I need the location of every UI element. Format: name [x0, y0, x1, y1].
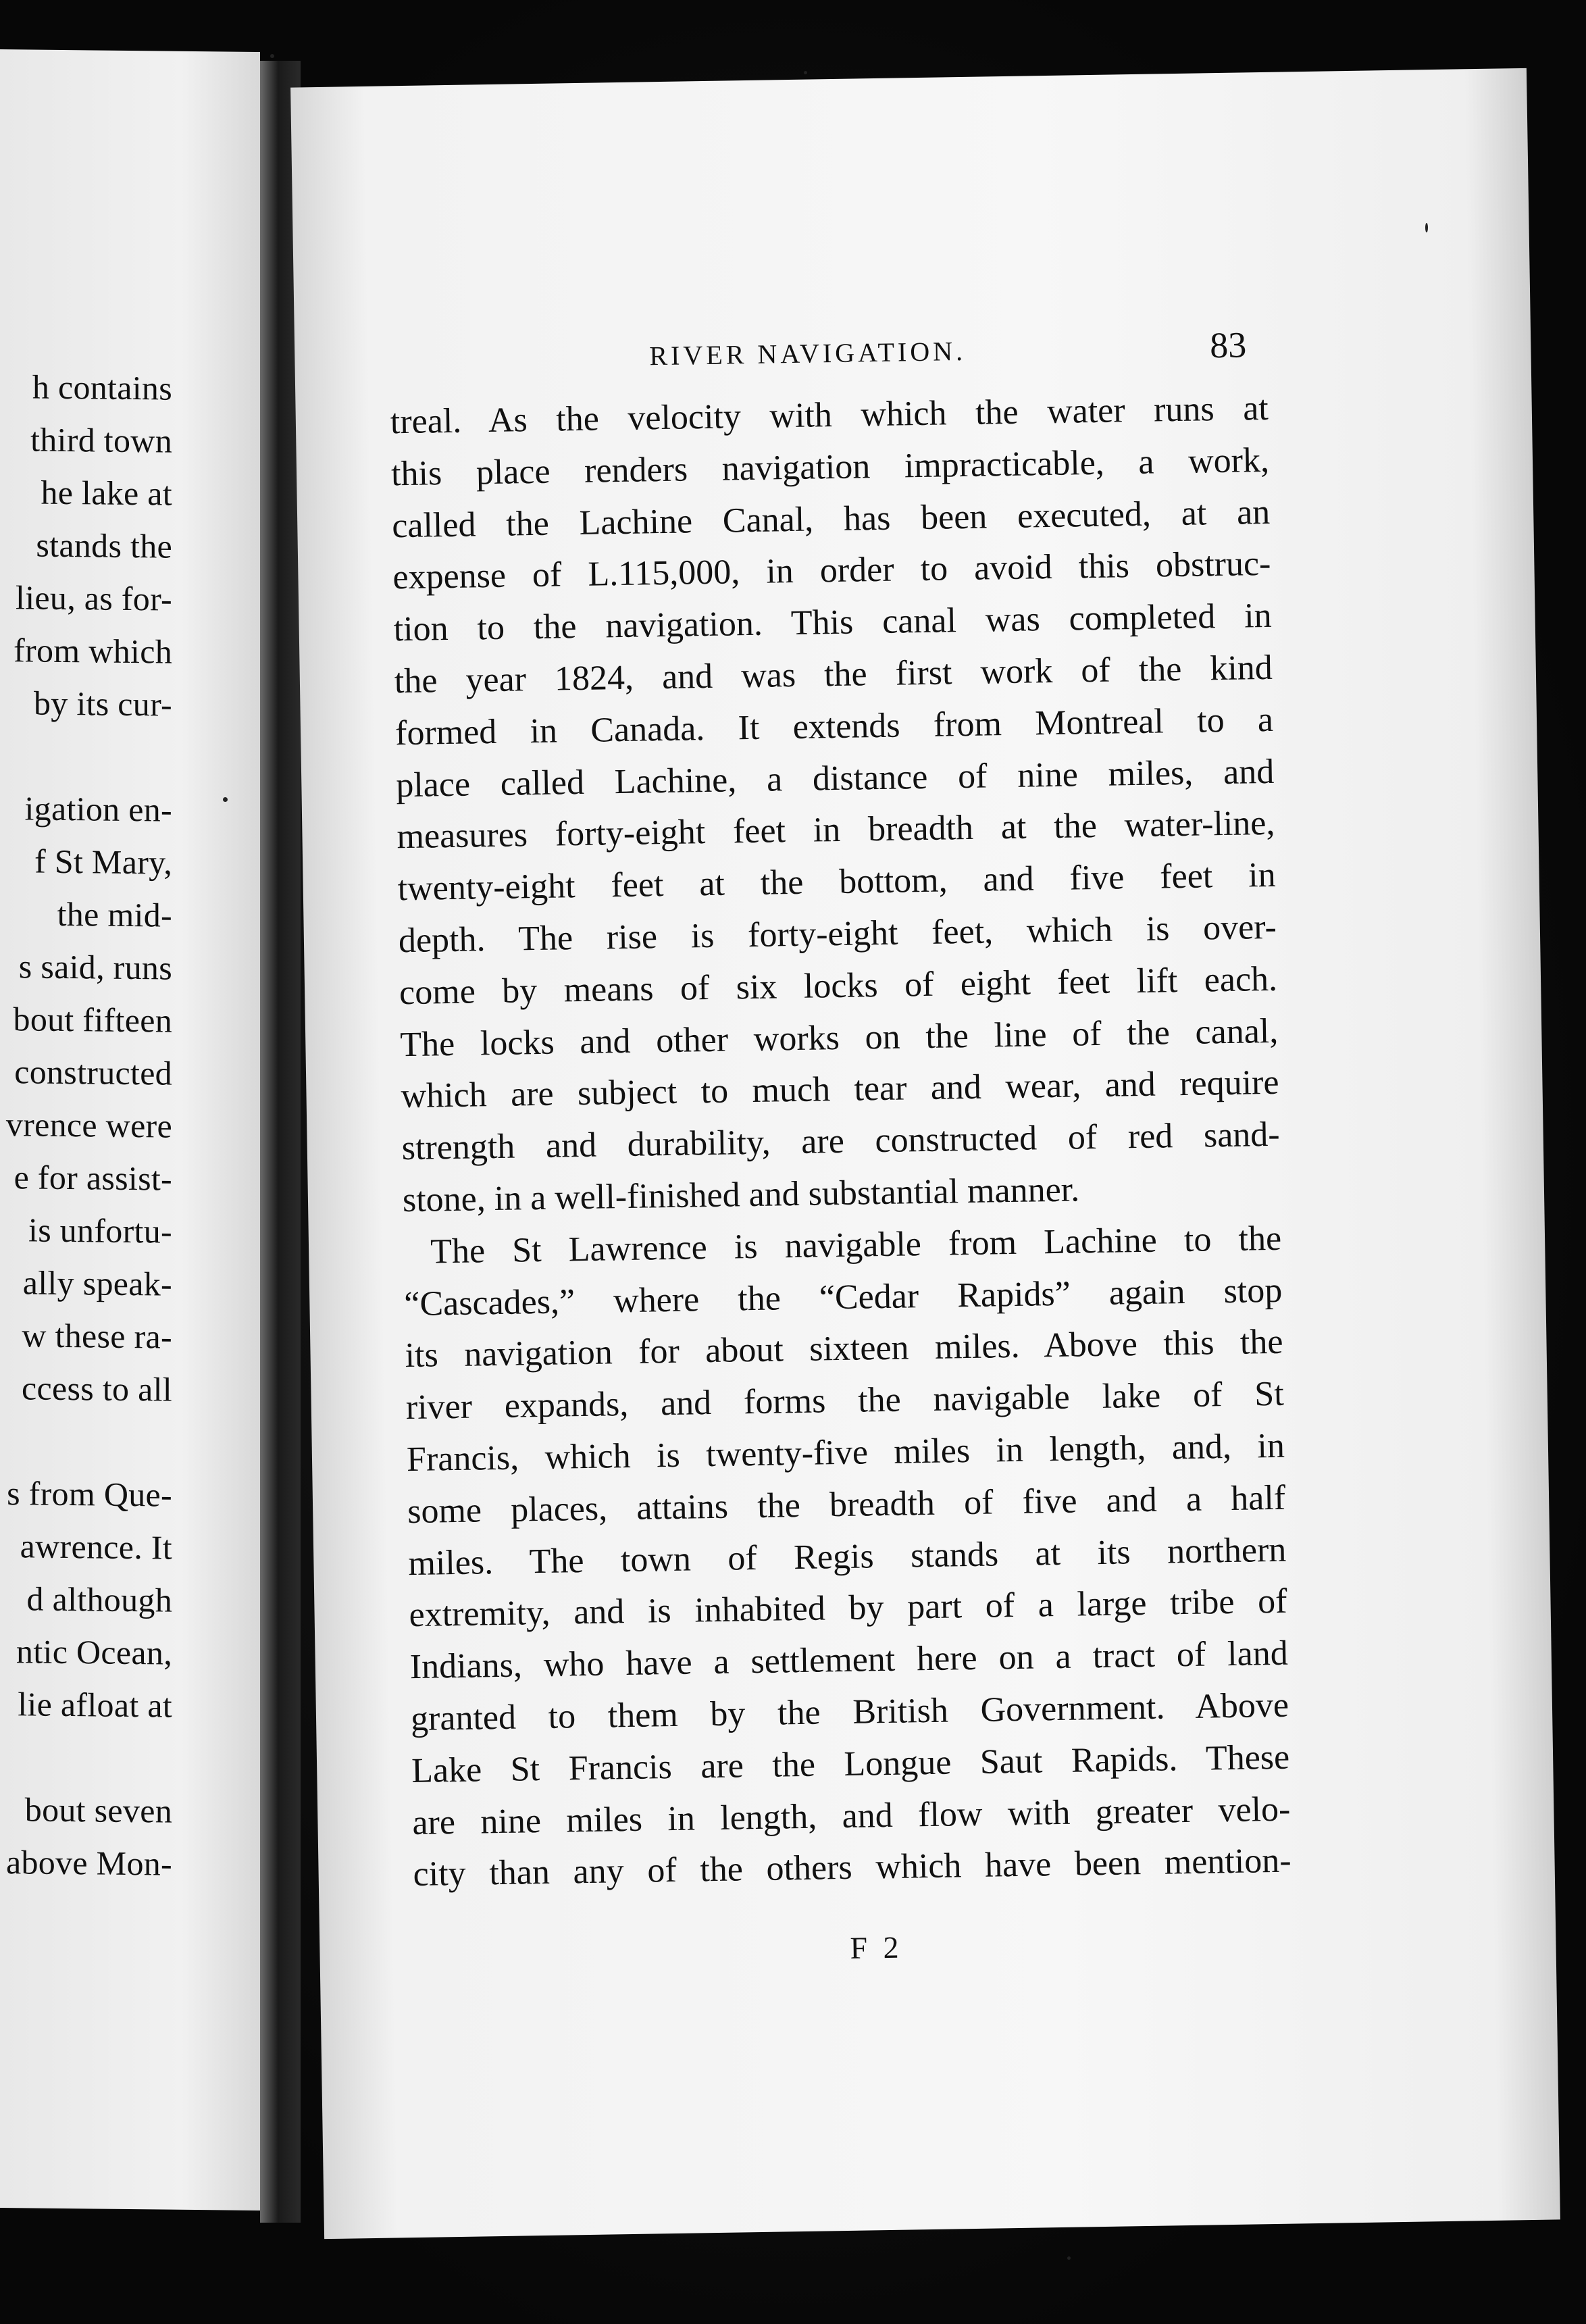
left-page-line: f St Mary, [34, 842, 172, 882]
left-page [0, 49, 260, 2211]
left-page-line: the mid- [57, 894, 172, 934]
body-text [390, 383, 1291, 1901]
left-page-line: ally speak- [22, 1263, 172, 1303]
dust-speck [1425, 223, 1428, 232]
left-page-line: vrence were [5, 1105, 172, 1145]
left-page-line: from which [14, 631, 172, 671]
page-number: 83 [1209, 324, 1247, 366]
left-page-line: lieu, as for- [16, 578, 172, 618]
text-line: measures forty-eight feet in breadth at the water-line, [396, 804, 1275, 857]
text-line: which are subject to much tear and wear, and require [401, 1063, 1279, 1116]
running-head: RIVER NAVIGATION. [649, 335, 967, 372]
left-page-line: above Mon- [6, 1843, 172, 1883]
left-page-line: is unfortu- [28, 1211, 172, 1251]
text-line: its navigation for about sixteen miles. Above this the [405, 1323, 1283, 1375]
left-page-line: stands the [36, 526, 172, 565]
text-line: city than any of the others which have been mention- [413, 1841, 1291, 1894]
left-page-line: lie afloat at [18, 1685, 172, 1725]
dust-speck [804, 71, 807, 74]
text-line: are nine miles in length, and flow with greater velo- [412, 1790, 1291, 1842]
left-page-line: s said, runs [18, 947, 172, 987]
left-page-line: he lake at [41, 473, 172, 513]
text-line: Lake St Francis are the Longue Saut Rapids. These [411, 1738, 1290, 1790]
text-line: place called Lachine, a distance of nine miles, and [395, 752, 1275, 805]
page-header [295, 320, 1531, 393]
left-page-line: third town [30, 420, 172, 460]
text-line: Indians, who have a settlement here on a tract of land [409, 1634, 1289, 1687]
dust-speck [1067, 2256, 1071, 2260]
text-line: granted to them by the British Government. Above [410, 1686, 1289, 1738]
text-line: expense of L.115,000, in order to avoid this obstruc- [392, 545, 1271, 597]
left-page-line: constructed [14, 1053, 172, 1092]
text-line: The St Lawrence is navigable from Lachine to the [430, 1219, 1282, 1271]
text-line: twenty-eight feet at the bottom, and five feet in [397, 855, 1277, 909]
left-page-line: ccess to all [22, 1369, 172, 1409]
left-page-line: s from Que- [7, 1474, 172, 1514]
text-line: this place renders navigation impracticable, a work, [390, 440, 1270, 494]
book-gutter [260, 61, 301, 2223]
text-line: called the Lachine Canal, has been executed, at an [391, 492, 1271, 545]
left-page-line: igation en- [24, 789, 172, 829]
left-page-line: bout fifteen [13, 1000, 172, 1040]
left-page-line: w these ra- [22, 1316, 172, 1356]
text-line: The locks and other works on the line of the canal, [399, 1011, 1279, 1064]
signature-mark: F 2 [850, 1929, 903, 1965]
text-line: treal. As the velocity with which the water runs at [390, 388, 1269, 442]
text-line: some places, attains the breadth of five and a half [407, 1478, 1286, 1531]
left-page-line: awrence. It [20, 1527, 172, 1567]
dust-speck [270, 54, 274, 58]
dust-speck [223, 797, 228, 802]
text-line: the year 1824, and was the first work of the kind [394, 648, 1273, 701]
text-line: tion to the navigation. This canal was completed in [393, 597, 1273, 649]
text-line: “Cascades,” where the “Cedar Rapids” again stop [403, 1271, 1283, 1323]
text-line: come by means of six locks of eight feet lift each. [399, 959, 1278, 1012]
text-line: river expands, and forms the navigable lake of St [405, 1374, 1285, 1428]
text-line: depth. The rise is forty-eight feet, which is over- [398, 907, 1277, 961]
left-page-line: bout seven [24, 1790, 172, 1830]
text-line: strength and durability, are constructed of red sand- [401, 1115, 1281, 1168]
text-line: miles. The town of Regis stands at its northern [407, 1530, 1287, 1583]
left-page-line: by its cur- [33, 684, 172, 724]
left-page-line: h contains [32, 368, 172, 407]
text-line: Francis, which is twenty-five miles in length, and, in [406, 1426, 1285, 1480]
text-line: extremity, and is inhabited by part of a large tribe of [409, 1582, 1287, 1635]
right-page [290, 68, 1560, 2239]
left-page-line: e for assist- [14, 1158, 172, 1198]
text-line: formed in Canada. It extends from Montreal to a [394, 700, 1274, 753]
left-page-line: d although [26, 1580, 172, 1619]
left-page-line: ntic Ocean, [16, 1632, 172, 1672]
text-line: stone, in a well-finished and substantial manner. [402, 1170, 1080, 1220]
